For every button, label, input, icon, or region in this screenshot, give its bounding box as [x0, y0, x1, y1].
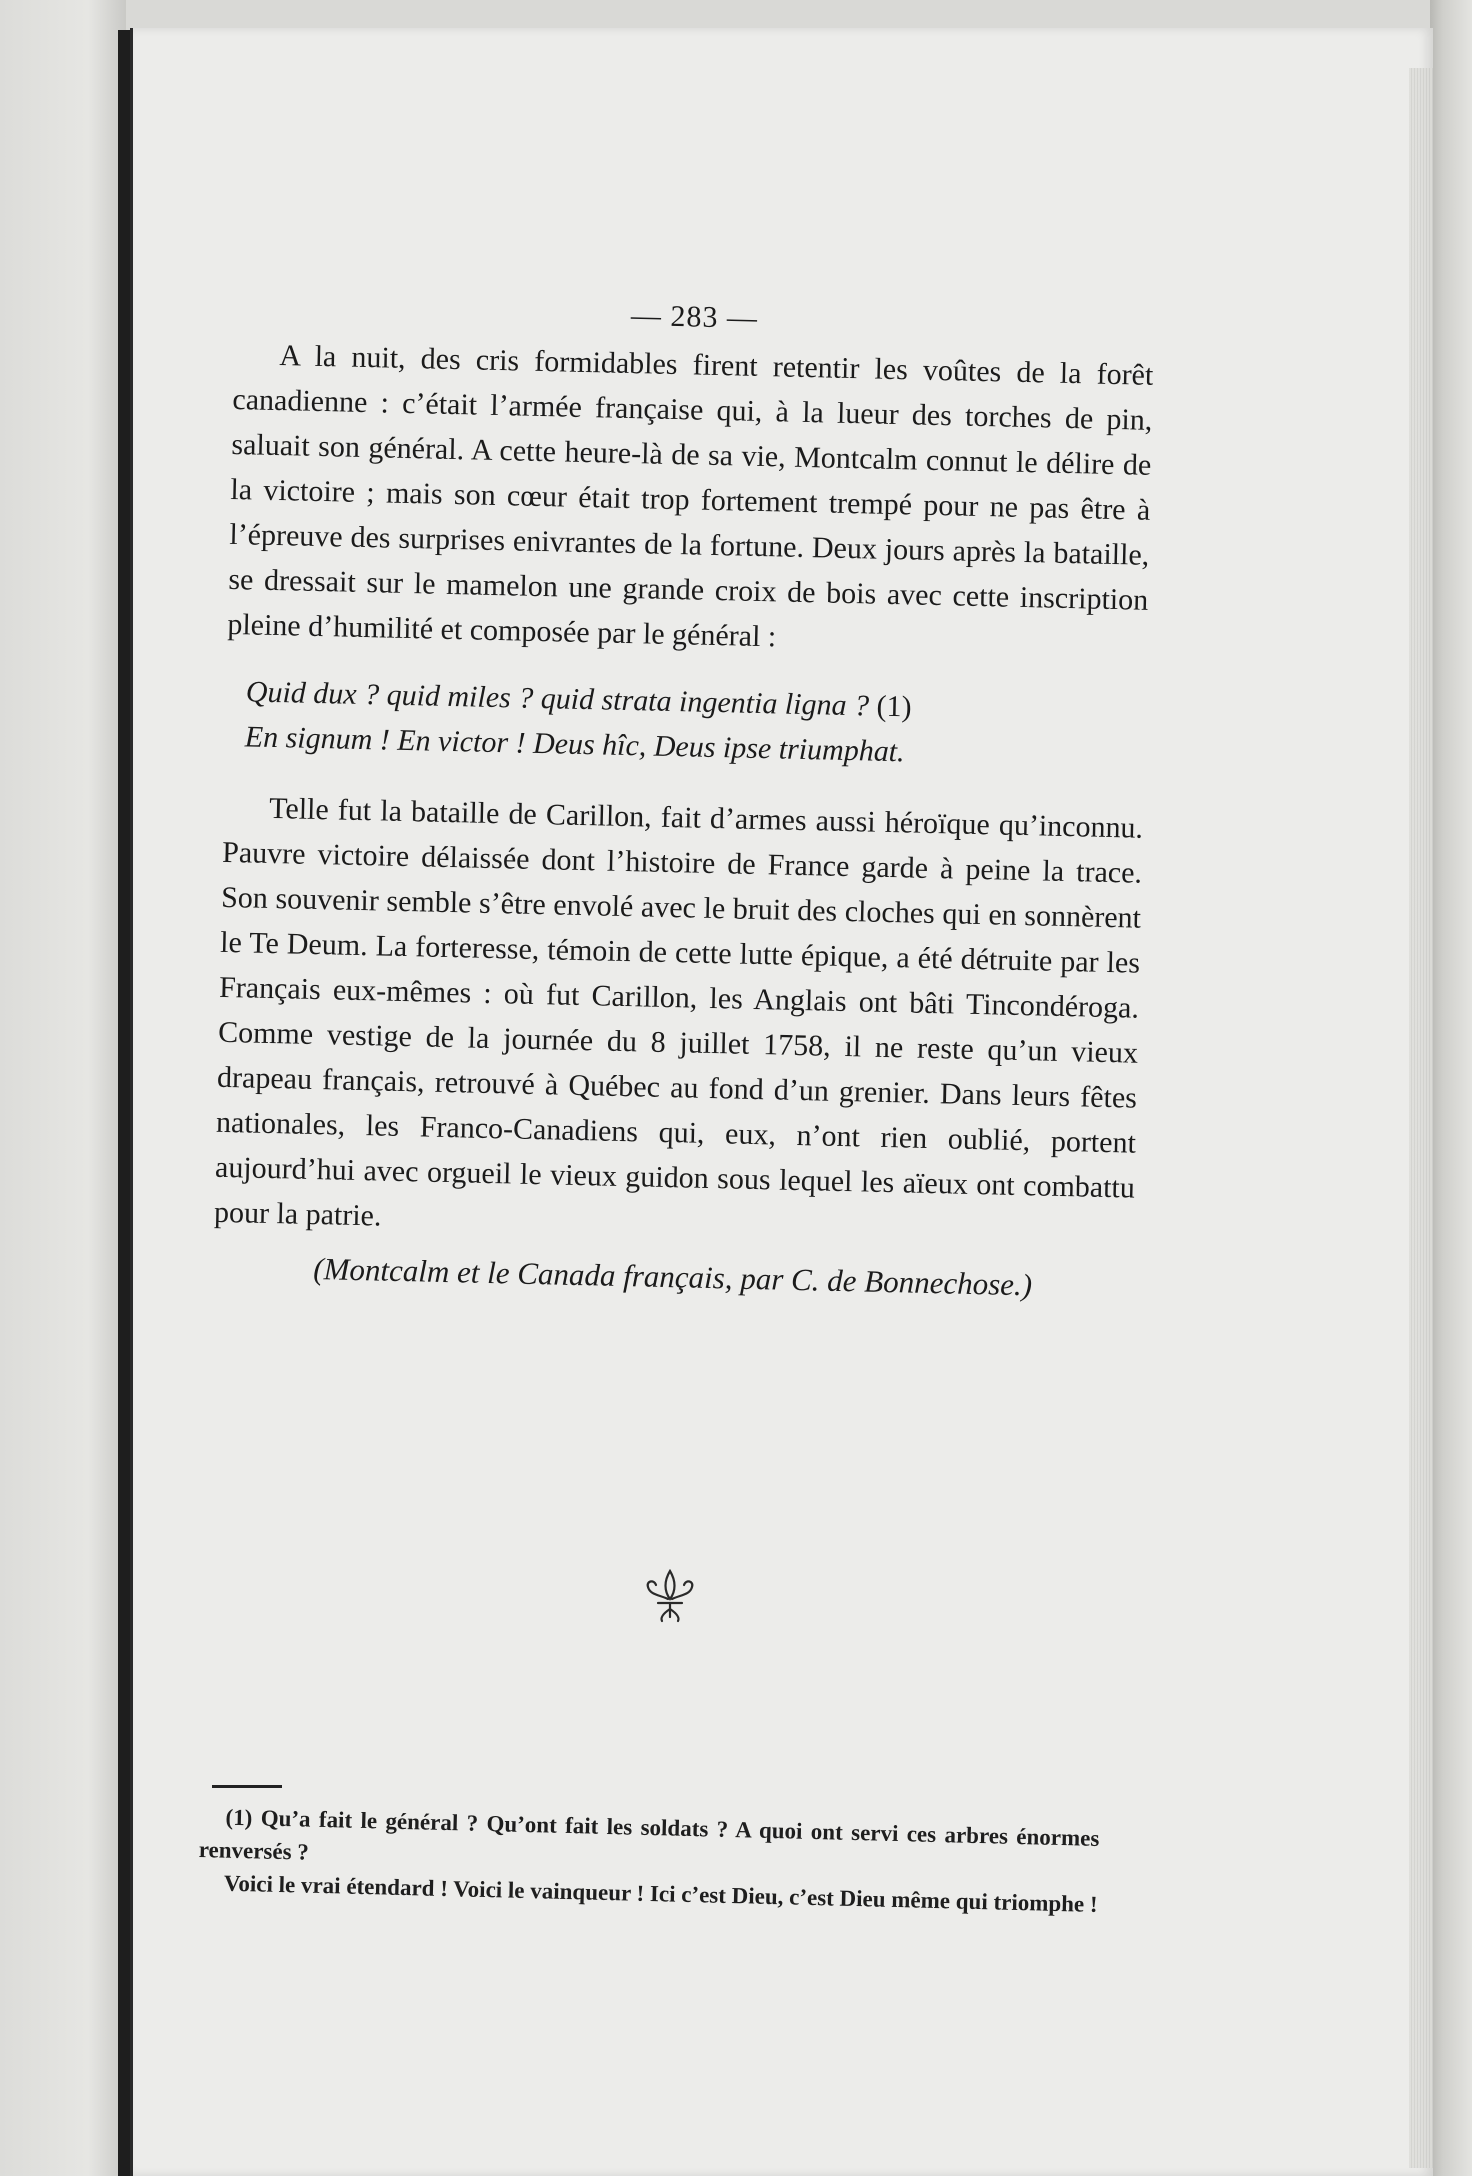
page-body — [212, 290, 1154, 1306]
footnote-1-continued: Voici le vrai étendard ! Voici le vainqueur ! Ici c’est Dieu, c’est Dieu même qui triomphe ! — [223, 1870, 1098, 1917]
fleur-de-lis-icon — [640, 1565, 700, 1625]
paragraph-2: Telle fut la bataille de Carillon, fait d’armes aussi héroïque qu’inconnu. Pauvre victoire délaissée dont l’histoire de France garde à peine la trace. Son souvenir semble s’être envolé avec le bruit des cloches qui en sonnèrent le Te Deum. La forteresse, témoin de cette lutte épique, a été détruite par les Français eux-mêmes : où fut Carillon, les Anglais ont bâti Tincondéroga. Comme vestige de la journée du 8 juillet 1758, il ne reste qu’un vieux drapeau français, retrouvé à Québec au fond d’un grenier. Dans leurs fêtes nationales, les Franco-Canadiens qui, eux, n’ont rien oublié, portent aujourd’hui avec orgueil le vieux guidon sous lequel les aïeux ont combattu pour la patrie. — [213, 791, 1144, 1233]
page-stack-edge — [1430, 0, 1472, 2176]
facing-page — [0, 0, 126, 2176]
source-attribution: (Montcalm et le Canada français, par C. de Bonnechose.) — [312, 1251, 1033, 1303]
footnote-reference: (1) — [876, 689, 912, 724]
footnote-1: (1) Qu’a fait le général ? Qu’ont fait les soldats ? A quoi ont servi ces arbres énormes renversés ? — [198, 1804, 1100, 1865]
latin-inscription — [244, 669, 1146, 779]
verse-line-1-text: Quid dux ? quid miles ? quid strata ingentia ligna ? — [245, 675, 870, 723]
page-edge-texture — [1409, 68, 1433, 2168]
page-number: — 283 — — [630, 298, 759, 335]
verse-line-2: En signum ! En victor ! Deus hîc, Deus ipse triumphat. — [244, 720, 905, 769]
paragraph-1: A la nuit, des cris formidables firent retentir les voûtes de la forêt canadienne : c’était l’armée française qui, à la lueur des torches de pin, saluait son général. A cette heure-là de sa vie, Montcalm connut le délire de la victoire ; mais son cœur était trop fortement trempé pour ne pas être à l’épreuve des surprises enivrantes de la fortune. Deux jours après la bataille, se dressait sur le mamelon une grande croix de bois avec cette inscription pleine d’humilité et composée par le général : — [227, 339, 1154, 654]
book-spine — [118, 30, 130, 2176]
footnote-separator — [212, 1785, 282, 1788]
